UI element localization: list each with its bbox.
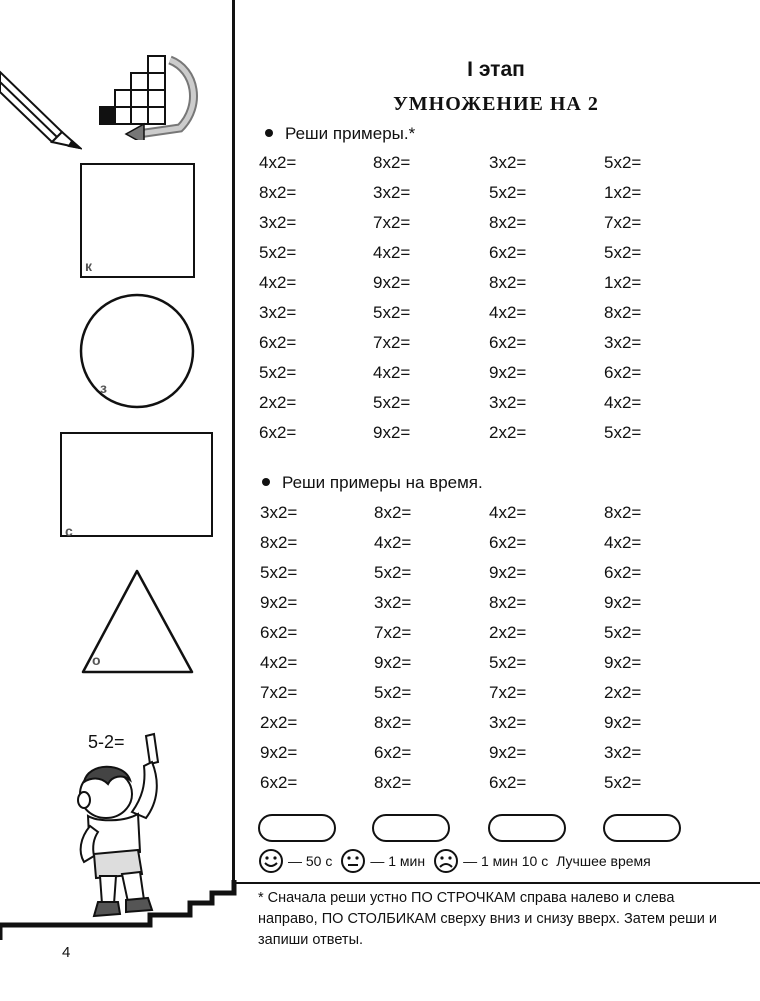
bullet-icon	[262, 478, 270, 486]
neutral-face-icon	[340, 848, 366, 874]
triangle-letter: о	[92, 652, 101, 668]
example-cell: 7x2=	[489, 683, 527, 702]
example-cell: 9x2=	[604, 713, 642, 732]
example-cell: 8x2=	[259, 183, 297, 202]
example-cell: 5x2=	[604, 243, 642, 262]
example-cell: 4x2=	[489, 303, 527, 322]
example-cell: 6x2=	[604, 563, 642, 582]
example-cell: 6x2=	[259, 333, 297, 352]
example-cell: 5x2=	[260, 563, 298, 582]
example-cell: 5x2=	[604, 153, 642, 172]
example-cell: 8x2=	[374, 773, 412, 792]
circle-shape	[78, 292, 198, 412]
example-cell: 4x2=	[260, 653, 298, 672]
example-cell: 5x2=	[374, 563, 412, 582]
example-cell: 6x2=	[374, 743, 412, 762]
time-legend	[258, 848, 651, 874]
example-cell: 3x2=	[489, 393, 527, 412]
instruction-2-text: Реши примеры на время.	[282, 473, 483, 492]
example-cell: 3x2=	[374, 593, 412, 612]
happy-face-icon	[258, 848, 284, 874]
example-cell: 2x2=	[489, 423, 527, 442]
time-box-2[interactable]	[372, 814, 450, 842]
example-cell: 9x2=	[604, 653, 642, 672]
square-letter: к	[85, 258, 93, 274]
example-cell: 9x2=	[374, 653, 412, 672]
example-cell: 8x2=	[489, 593, 527, 612]
example-cell: 9x2=	[604, 593, 642, 612]
example-cell: 8x2=	[489, 273, 527, 292]
example-cell: 3x2=	[259, 303, 297, 322]
example-cell: 8x2=	[604, 503, 642, 522]
example-cell: 9x2=	[260, 743, 298, 762]
example-cell: 6x2=	[489, 773, 527, 792]
example-cell: 5x2=	[604, 423, 642, 442]
time-box-4[interactable]	[603, 814, 681, 842]
footnote: * Сначала реши устно ПО СТРОЧКАМ справа налево и слева направо, ПО СТОЛБИКАМ сверху вниз и снизу вверх. Затем реши и запиши ответы.	[258, 890, 718, 948]
board-expression: 5-2=	[88, 732, 125, 752]
example-cell: 4x2=	[604, 533, 642, 552]
example-cell: 7x2=	[373, 213, 411, 232]
square-shape	[80, 163, 195, 278]
example-cell: 8x2=	[373, 153, 411, 172]
example-cell: 9x2=	[489, 363, 527, 382]
example-cell: 3x2=	[373, 183, 411, 202]
example-cell: 5x2=	[374, 683, 412, 702]
example-cell: 4x2=	[374, 533, 412, 552]
instruction-2	[262, 473, 483, 493]
example-cell: 8x2=	[374, 713, 412, 732]
page-number: 4	[62, 944, 71, 961]
example-cell: 4x2=	[259, 153, 297, 172]
instruction-1	[265, 124, 415, 144]
example-cell: 6x2=	[259, 423, 297, 442]
example-cell: 6x2=	[489, 533, 527, 552]
example-cell: 5x2=	[604, 773, 642, 792]
example-cell: 5x2=	[373, 393, 411, 412]
example-cell: 7x2=	[260, 683, 298, 702]
example-cell: 6x2=	[260, 773, 298, 792]
example-cell: 8x2=	[489, 213, 527, 232]
circle-letter: з	[100, 380, 107, 396]
example-cell: 4x2=	[604, 393, 642, 412]
rectangle-shape	[60, 432, 213, 537]
example-cell: 7x2=	[374, 623, 412, 642]
example-cell: 3x2=	[489, 713, 527, 732]
example-cell: 6x2=	[489, 243, 527, 262]
example-cell: 8x2=	[604, 303, 642, 322]
sad-face-icon	[433, 848, 459, 874]
example-cell: 6x2=	[489, 333, 527, 352]
example-cell: 1x2=	[604, 183, 642, 202]
example-cell: 2x2=	[489, 623, 527, 642]
example-cell: 6x2=	[604, 363, 642, 382]
instruction-1-text: Реши примеры.*	[285, 124, 416, 143]
vertical-divider	[232, 0, 235, 893]
example-cell: 3x2=	[260, 503, 298, 522]
example-cell: 3x2=	[604, 333, 642, 352]
best-time-label: Лучшее время	[556, 853, 651, 869]
example-cell: 9x2=	[373, 423, 411, 442]
example-cell: 9x2=	[489, 563, 527, 582]
example-cell: 8x2=	[374, 503, 412, 522]
example-cell: 9x2=	[373, 273, 411, 292]
example-cell: 5x2=	[489, 653, 527, 672]
example-cell: 7x2=	[604, 213, 642, 232]
example-cell: 5x2=	[259, 243, 297, 262]
example-cell: 2x2=	[604, 683, 642, 702]
example-cell: 9x2=	[489, 743, 527, 762]
example-cell: 3x2=	[259, 213, 297, 232]
neutral-time: — 1 мин	[370, 853, 426, 869]
time-box-1[interactable]	[258, 814, 336, 842]
example-cell: 3x2=	[604, 743, 642, 762]
example-cell: 3x2=	[489, 153, 527, 172]
example-cell: 5x2=	[489, 183, 527, 202]
example-cell: 4x2=	[373, 363, 411, 382]
example-cell: 5x2=	[604, 623, 642, 642]
bullet-icon	[265, 129, 273, 137]
example-cell: 2x2=	[260, 713, 298, 732]
boy-writing-illustration	[68, 722, 180, 922]
example-cell: 4x2=	[373, 243, 411, 262]
footnote-divider	[232, 882, 760, 884]
example-cell: 2x2=	[259, 393, 297, 412]
time-box-3[interactable]	[488, 814, 566, 842]
example-cell: 5x2=	[373, 303, 411, 322]
example-cell: 8x2=	[260, 533, 298, 552]
example-cell: 4x2=	[259, 273, 297, 292]
example-cell: 9x2=	[260, 593, 298, 612]
stage-title: I этап	[467, 58, 525, 81]
example-cell: 5x2=	[259, 363, 297, 382]
example-cell: 7x2=	[373, 333, 411, 352]
example-cell: 4x2=	[489, 503, 527, 522]
happy-time: — 50 с	[288, 853, 333, 869]
sad-time: — 1 мин 10 с	[463, 853, 549, 869]
example-cell: 6x2=	[260, 623, 298, 642]
rectangle-letter: с	[65, 523, 73, 539]
topic-title: УМНОЖЕНИЕ НА 2	[393, 93, 599, 115]
example-cell: 1x2=	[604, 273, 642, 292]
